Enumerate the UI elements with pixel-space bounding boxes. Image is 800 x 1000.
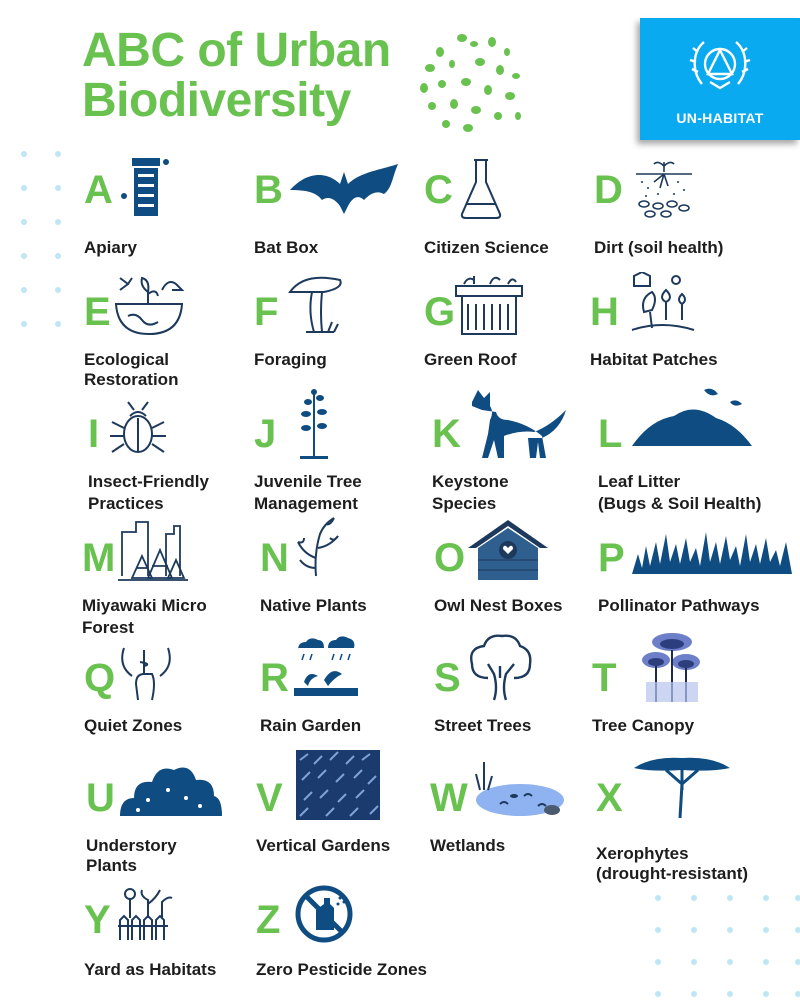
apiary-icon xyxy=(120,156,172,222)
item-label: Wetlands xyxy=(430,836,506,855)
item-letter: D xyxy=(594,168,623,212)
item-label: Insect-Friendly xyxy=(88,472,209,491)
item-label: Owl Nest Boxes xyxy=(434,596,563,615)
item-understory-plants xyxy=(86,778,246,878)
item-label: Leaf Litter xyxy=(598,472,681,491)
item-insect-friendly xyxy=(88,414,258,514)
item-letter: H xyxy=(590,290,619,334)
item-pollinator-pathways xyxy=(598,538,794,628)
yard-icon xyxy=(116,886,174,942)
item-label: Understory xyxy=(86,836,177,855)
green-roof-icon xyxy=(454,272,524,336)
item-keystone-species xyxy=(432,414,592,514)
item-citizen-science xyxy=(424,170,594,260)
no-spray-icon xyxy=(294,884,354,944)
soil-icon xyxy=(634,158,694,218)
item-label-line-2: Management xyxy=(254,494,358,513)
item-label: Vertical Gardens xyxy=(256,836,391,855)
item-label-line-2: (Bugs & Soil Health) xyxy=(598,494,762,513)
shrub-icon xyxy=(120,762,222,818)
item-label: Juvenile Tree xyxy=(254,472,362,491)
title-line-1: ABC of Urban xyxy=(82,24,391,77)
page-title xyxy=(82,26,391,126)
grass-icon xyxy=(632,524,792,576)
item-habitat-patches xyxy=(590,292,760,382)
item-label: Apiary xyxy=(84,238,137,257)
dot-pattern-right xyxy=(652,892,800,1000)
item-dirt xyxy=(594,170,774,260)
item-leaf-litter xyxy=(598,414,788,514)
quiet-icon xyxy=(116,642,176,704)
nest-box-icon xyxy=(468,520,548,584)
animal-tracks-icon xyxy=(412,30,528,134)
flask-icon xyxy=(458,156,504,222)
mushroom-icon xyxy=(284,272,348,338)
item-label: Pollinator Pathways xyxy=(598,596,760,615)
title-line-2: Biodiversity xyxy=(82,74,351,127)
tree-icon xyxy=(468,634,534,702)
item-quiet-zones xyxy=(84,658,244,748)
habitat-icon xyxy=(630,272,696,336)
item-letter: A xyxy=(84,168,113,212)
item-yard-as-habitats xyxy=(84,900,254,990)
item-label: Xerophytes xyxy=(596,844,689,863)
un-emblem-icon xyxy=(688,32,752,96)
item-letter: R xyxy=(260,656,289,700)
item-letter: B xyxy=(254,168,283,212)
item-letter: O xyxy=(434,536,466,580)
item-label: Rain Garden xyxy=(260,716,362,735)
item-zero-pesticide xyxy=(256,900,456,990)
item-bat-box xyxy=(254,170,414,260)
item-letter: P xyxy=(598,536,625,580)
item-label: Quiet Zones xyxy=(84,716,183,735)
item-letter: V xyxy=(256,776,283,820)
item-letter: E xyxy=(84,290,111,334)
acacia-icon xyxy=(632,754,732,820)
item-letter: K xyxy=(432,412,461,456)
item-letter: N xyxy=(260,536,289,580)
un-habitat-logo xyxy=(640,18,800,140)
item-label: Bat Box xyxy=(254,238,319,257)
rain-garden-icon xyxy=(294,636,358,702)
item-letter: M xyxy=(82,536,116,580)
item-letter: Q xyxy=(84,656,116,700)
item-wetlands xyxy=(430,778,590,868)
item-letter: Z xyxy=(256,898,281,942)
pond-icon xyxy=(474,760,566,818)
item-miyawaki xyxy=(82,538,252,638)
item-label: Miyawaki Micro xyxy=(82,596,207,615)
item-juvenile-tree xyxy=(254,414,424,514)
dot-pattern-left xyxy=(18,148,70,334)
item-apiary xyxy=(84,170,244,260)
item-letter: U xyxy=(86,776,115,820)
item-street-trees xyxy=(434,658,594,748)
item-label: Ecological xyxy=(84,350,170,369)
item-foraging xyxy=(254,292,414,382)
item-xerophytes xyxy=(596,778,776,888)
item-label: Keystone xyxy=(432,472,509,491)
item-letter: W xyxy=(430,776,468,820)
item-rain-garden xyxy=(260,658,420,748)
item-label: Zero Pesticide Zones xyxy=(256,960,427,979)
item-label-line-2: (drought-resistant) xyxy=(596,864,749,883)
item-letter: C xyxy=(424,168,453,212)
sapling-icon xyxy=(294,388,334,464)
item-letter: S xyxy=(434,656,461,700)
item-label: Citizen Science xyxy=(424,238,549,257)
item-label: Yard as Habitats xyxy=(84,960,217,979)
item-label: Street Trees xyxy=(434,716,532,735)
item-label: Habitat Patches xyxy=(590,350,718,369)
item-letter: Y xyxy=(84,898,111,942)
beetle-icon xyxy=(108,400,168,460)
item-letter: I xyxy=(88,412,100,456)
item-vertical-gardens xyxy=(256,778,416,868)
item-letter: T xyxy=(592,656,617,700)
item-label-line-2: Restoration xyxy=(84,370,179,389)
item-letter: G xyxy=(424,290,456,334)
item-label-line-2: Species xyxy=(432,494,497,513)
canopy-icon xyxy=(642,632,702,704)
item-letter: L xyxy=(598,412,623,456)
leaf-pile-icon xyxy=(630,388,754,454)
item-letter: X xyxy=(596,776,623,820)
item-ecological-restoration xyxy=(84,292,244,392)
item-native-plants xyxy=(260,538,420,628)
item-label-line-2: Plants xyxy=(86,856,138,875)
vertical-garden-icon xyxy=(296,750,380,820)
item-tree-canopy xyxy=(592,658,762,748)
bat-icon xyxy=(288,160,400,216)
item-label-line-2: Practices xyxy=(88,494,164,513)
logo-text: UN-HABITAT xyxy=(676,110,764,126)
plant-icon xyxy=(290,514,344,578)
item-letter: J xyxy=(254,412,277,456)
item-label: Tree Canopy xyxy=(592,716,695,735)
item-label: Foraging xyxy=(254,350,327,369)
item-owl-nest-boxes xyxy=(434,538,594,628)
item-label: Native Plants xyxy=(260,596,367,615)
item-green-roof xyxy=(424,292,584,382)
item-label: Green Roof xyxy=(424,350,517,369)
item-label-line-2: Forest xyxy=(82,618,134,637)
fox-icon xyxy=(468,390,568,460)
item-letter: F xyxy=(254,290,279,334)
item-label: Dirt (soil health) xyxy=(594,238,724,257)
city-forest-icon xyxy=(118,516,188,584)
earth-nature-icon xyxy=(112,272,186,338)
